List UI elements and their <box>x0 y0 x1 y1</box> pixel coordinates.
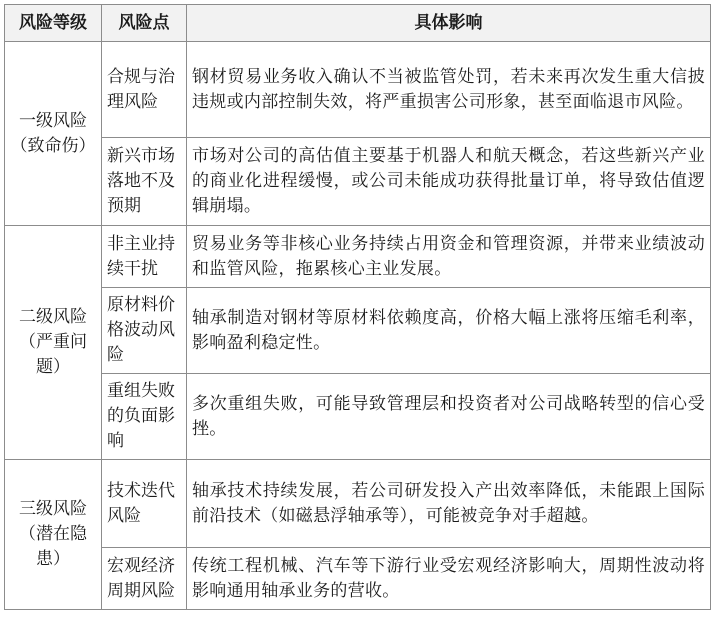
header-row <box>5 5 711 42</box>
risk-point-cell: 技术迭代风险 <box>102 460 187 548</box>
impact-cell: 轴承技术持续发展，若公司研发投入产出效率降低，未能跟上国际前沿技术（如磁悬浮轴承等），可能被竞争对手超越。 <box>187 460 711 548</box>
risk-point-cell: 重组失败的负面影响 <box>102 374 187 460</box>
risk-level-name: 一级风险 <box>19 110 87 131</box>
risk-level-cell <box>5 460 102 610</box>
risk-level-name: 二级风险 <box>19 307 87 327</box>
impact-cell: 贸易业务等非核心业务持续占用资金和管理资源，并带来业绩波动和监管风险，拖累核心主业发展。 <box>187 226 711 288</box>
risk-level-name: 三级风险 <box>19 499 87 519</box>
impact-cell: 多次重组失败，可能导致管理层和投资者对公司战略转型的信心受挫。 <box>187 374 711 460</box>
table-row <box>5 138 711 226</box>
risk-level-note: （严重问题） <box>19 332 87 377</box>
risk-point-cell: 宏观经济周期风险 <box>102 548 187 610</box>
impact-cell: 市场对公司的高估值主要基于机器人和航天概念，若这些新兴产业的商业化进程缓慢，或公司未能成功获得批量订单，将导致估值逻辑崩塌。 <box>187 138 711 226</box>
impact-cell: 轴承制造对钢材等原材料依赖度高，价格大幅上涨将压缩毛利率，影响盈利稳定性。 <box>187 288 711 374</box>
risk-level-cell <box>5 226 102 460</box>
risk-level-note: （致命伤） <box>10 135 96 156</box>
table-row <box>5 548 711 610</box>
header-risk-point: 风险点 <box>102 5 187 42</box>
table-row <box>5 42 711 138</box>
risk-point-cell: 原材料价格波动风险 <box>102 288 187 374</box>
table-row <box>5 288 711 374</box>
table-row <box>5 460 711 548</box>
risk-level-note: （潜在隐患） <box>19 524 87 569</box>
table-row <box>5 374 711 460</box>
impact-cell: 钢材贸易业务收入确认不当被监管处罚，若未来再次发生重大信披违规或内部控制失效，将严重损害公司形象，甚至面临退市风险。 <box>187 42 711 138</box>
impact-cell: 传统工程机械、汽车等下游行业受宏观经济影响大，周期性波动将影响通用轴承业务的营收。 <box>187 548 711 610</box>
header-impact: 具体影响 <box>187 5 711 42</box>
risk-point-cell: 非主业持续干扰 <box>102 226 187 288</box>
risk-level-cell <box>5 42 102 226</box>
table-row <box>5 226 711 288</box>
header-risk-level: 风险等级 <box>5 5 102 42</box>
risk-point-cell: 新兴市场落地不及预期 <box>102 138 187 226</box>
risk-point-cell: 合规与治理风险 <box>102 42 187 138</box>
risk-table <box>4 4 711 610</box>
